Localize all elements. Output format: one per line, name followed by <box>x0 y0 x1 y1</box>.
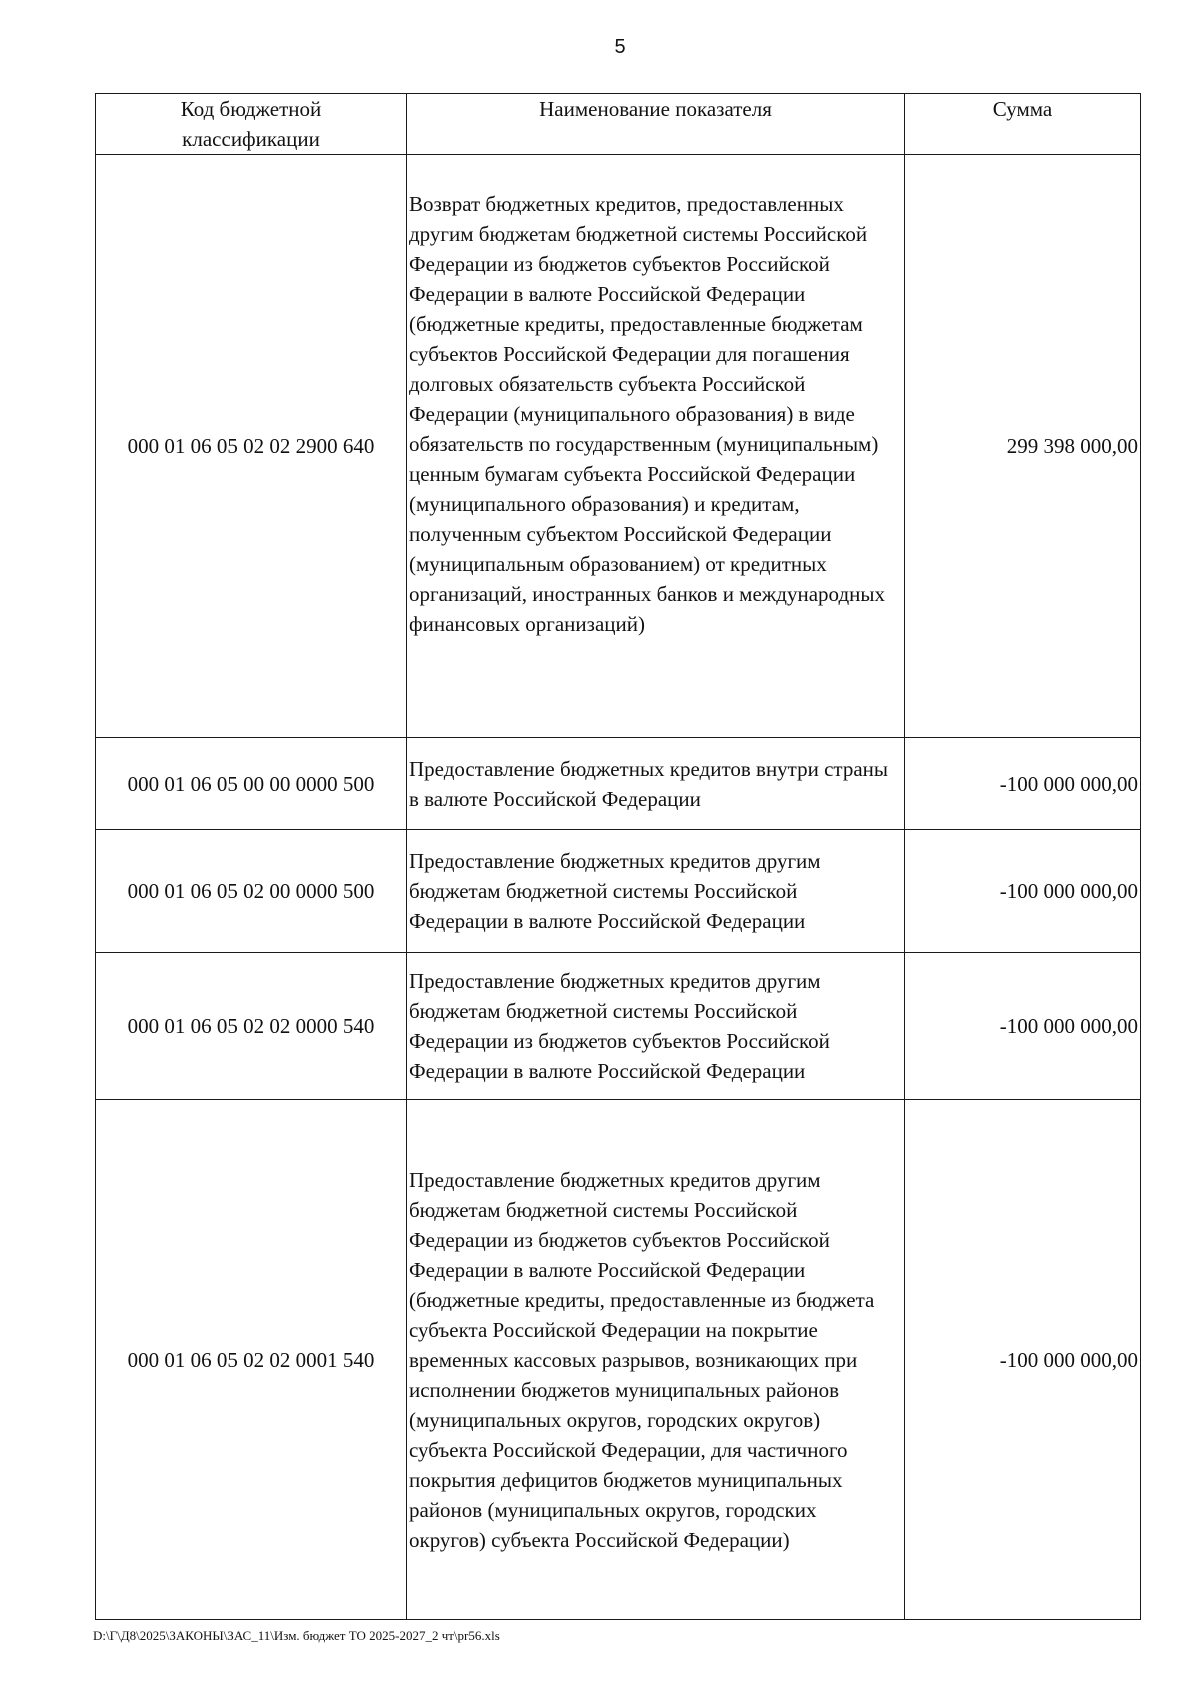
row-name: Предоставление бюджетных кредитов внутри страны в валюте Российской Федерации <box>407 738 905 830</box>
row-code: 000 01 06 05 02 02 2900 640 <box>96 155 407 738</box>
footer-file-path: D:\Г\Д8\2025\ЗАКОНЫ\ЗАС_11\Изм. бюджет ТО 2025-2027_2 чт\pr56.xls <box>93 1628 500 1643</box>
row-code: 000 01 06 05 02 02 0000 540 <box>96 953 407 1100</box>
page-number: 5 <box>614 36 626 58</box>
row-amount: -100 000 000,00 <box>905 1100 1141 1620</box>
table-header-row <box>96 94 1141 155</box>
row-amount: -100 000 000,00 <box>905 738 1141 830</box>
budget-classification-table <box>95 93 1141 1620</box>
table-row <box>96 1100 1141 1620</box>
row-code: 000 01 06 05 00 00 0000 500 <box>96 738 407 830</box>
table-row <box>96 738 1141 830</box>
table-row <box>96 953 1141 1100</box>
header-code: Код бюджетной классификации <box>96 94 407 155</box>
row-name: Предоставление бюджетных кредитов другим бюджетам бюджетной системы Российской Федерации в валюте Российской Федерации <box>407 830 905 953</box>
row-name: Предоставление бюджетных кредитов другим бюджетам бюджетной системы Российской Федерации из бюджетов субъектов Российской Федерации в валюте Российской Федерации <box>407 953 905 1100</box>
row-name: Возврат бюджетных кредитов, предоставленных другим бюджетам бюджетной системы Российской Федерации из бюджетов субъектов Российской Федерации в валюте Российской Федерации (бюджетные кредиты, предоставленные бюджетам субъектов Российской Федерации для погашения долговых обязательств субъекта Российской Федерации (муниципального образования) в виде обязательств по государственным (муниципальным) ценным бумагам субъекта Российской Федерации (муниципального образования) и кредитам, полученным субъектом Российской Федерации (муниципальным образованием) от кредитных организаций, иностранных банков и международных финансовых организаций) <box>407 155 905 738</box>
table-row <box>96 155 1141 738</box>
row-code: 000 01 06 05 02 02 0001 540 <box>96 1100 407 1620</box>
row-amount: 299 398 000,00 <box>905 155 1141 738</box>
row-code: 000 01 06 05 02 00 0000 500 <box>96 830 407 953</box>
table-row <box>96 830 1141 953</box>
row-name: Предоставление бюджетных кредитов другим бюджетам бюджетной системы Российской Федерации из бюджетов субъектов Российской Федерации в валюте Российской Федерации (бюджетные кредиты, предоставленные из бюджета субъекта Российской Федерации на покрытие временных кассовых разрывов, возникающих при исполнении бюджетов муниципальных районов (муниципальных округов, городских округов) субъекта Российской Федерации, для частичного покрытия дефицитов бюджетов муниципальных районов (муниципальных округов, городских округов) субъекта Российской Федерации) <box>407 1100 905 1620</box>
header-amount: Сумма <box>905 94 1141 155</box>
row-amount: -100 000 000,00 <box>905 953 1141 1100</box>
header-name: Наименование показателя <box>407 94 905 155</box>
row-amount: -100 000 000,00 <box>905 830 1141 953</box>
